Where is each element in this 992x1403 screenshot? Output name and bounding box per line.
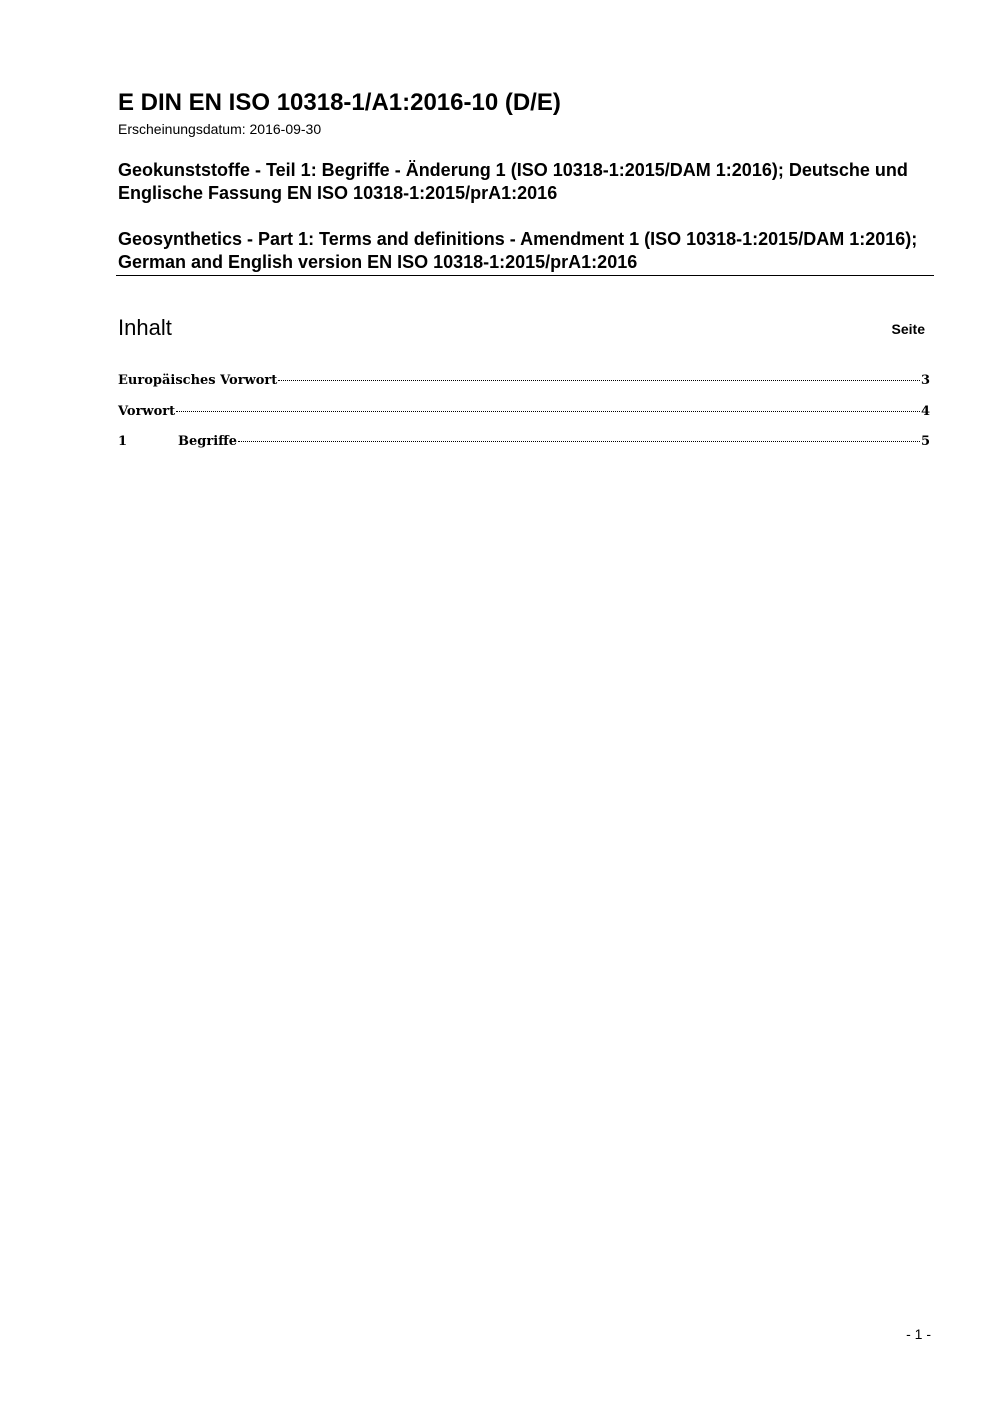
title-english: Geosynthetics - Part 1: Terms and definitions - Amendment 1 (ISO 10318-1:2015/DAM 1:2016); German and English version EN ISO 10318-1:2015/prA1:2016 [118, 229, 918, 272]
page-number: - 1 - [906, 1326, 931, 1342]
toc-entry-number: 1 [118, 434, 128, 449]
toc-entry-vorwort[interactable] [118, 402, 930, 433]
toc-dot-leader [238, 441, 920, 442]
toc-entry-europaisches-vorwort[interactable] [118, 371, 930, 402]
toc-dot-leader [278, 380, 920, 381]
toc-entry-begriffe[interactable] [118, 432, 930, 463]
toc-heading: Inhalt [118, 315, 172, 340]
toc-entry-label: Begriffe [178, 434, 238, 449]
toc-dot-leader [176, 411, 920, 412]
publication-date: Erscheinungsdatum: 2016-09-30 [118, 121, 322, 137]
toc-entry-label: Europäisches Vorwort [118, 373, 278, 388]
toc-entry-page: 4 [920, 403, 930, 419]
toc-entry-page: 3 [920, 373, 930, 388]
toc-page-label: Seite [891, 321, 925, 337]
toc-entry-page: 5 [920, 434, 930, 449]
toc-entry-label: Vorwort [118, 403, 176, 419]
document-id: E DIN EN ISO 10318-1/A1:2016-10 (D/E) [118, 89, 561, 116]
header-rule [116, 275, 934, 276]
table-of-contents [118, 371, 930, 463]
title-german: Geokunststoffe - Teil 1: Begriffe - Änderung 1 (ISO 10318-1:2015/DAM 1:2016); Deutsche und Englische Fassung EN ISO 10318-1:2015/prA1:2016 [118, 160, 908, 203]
